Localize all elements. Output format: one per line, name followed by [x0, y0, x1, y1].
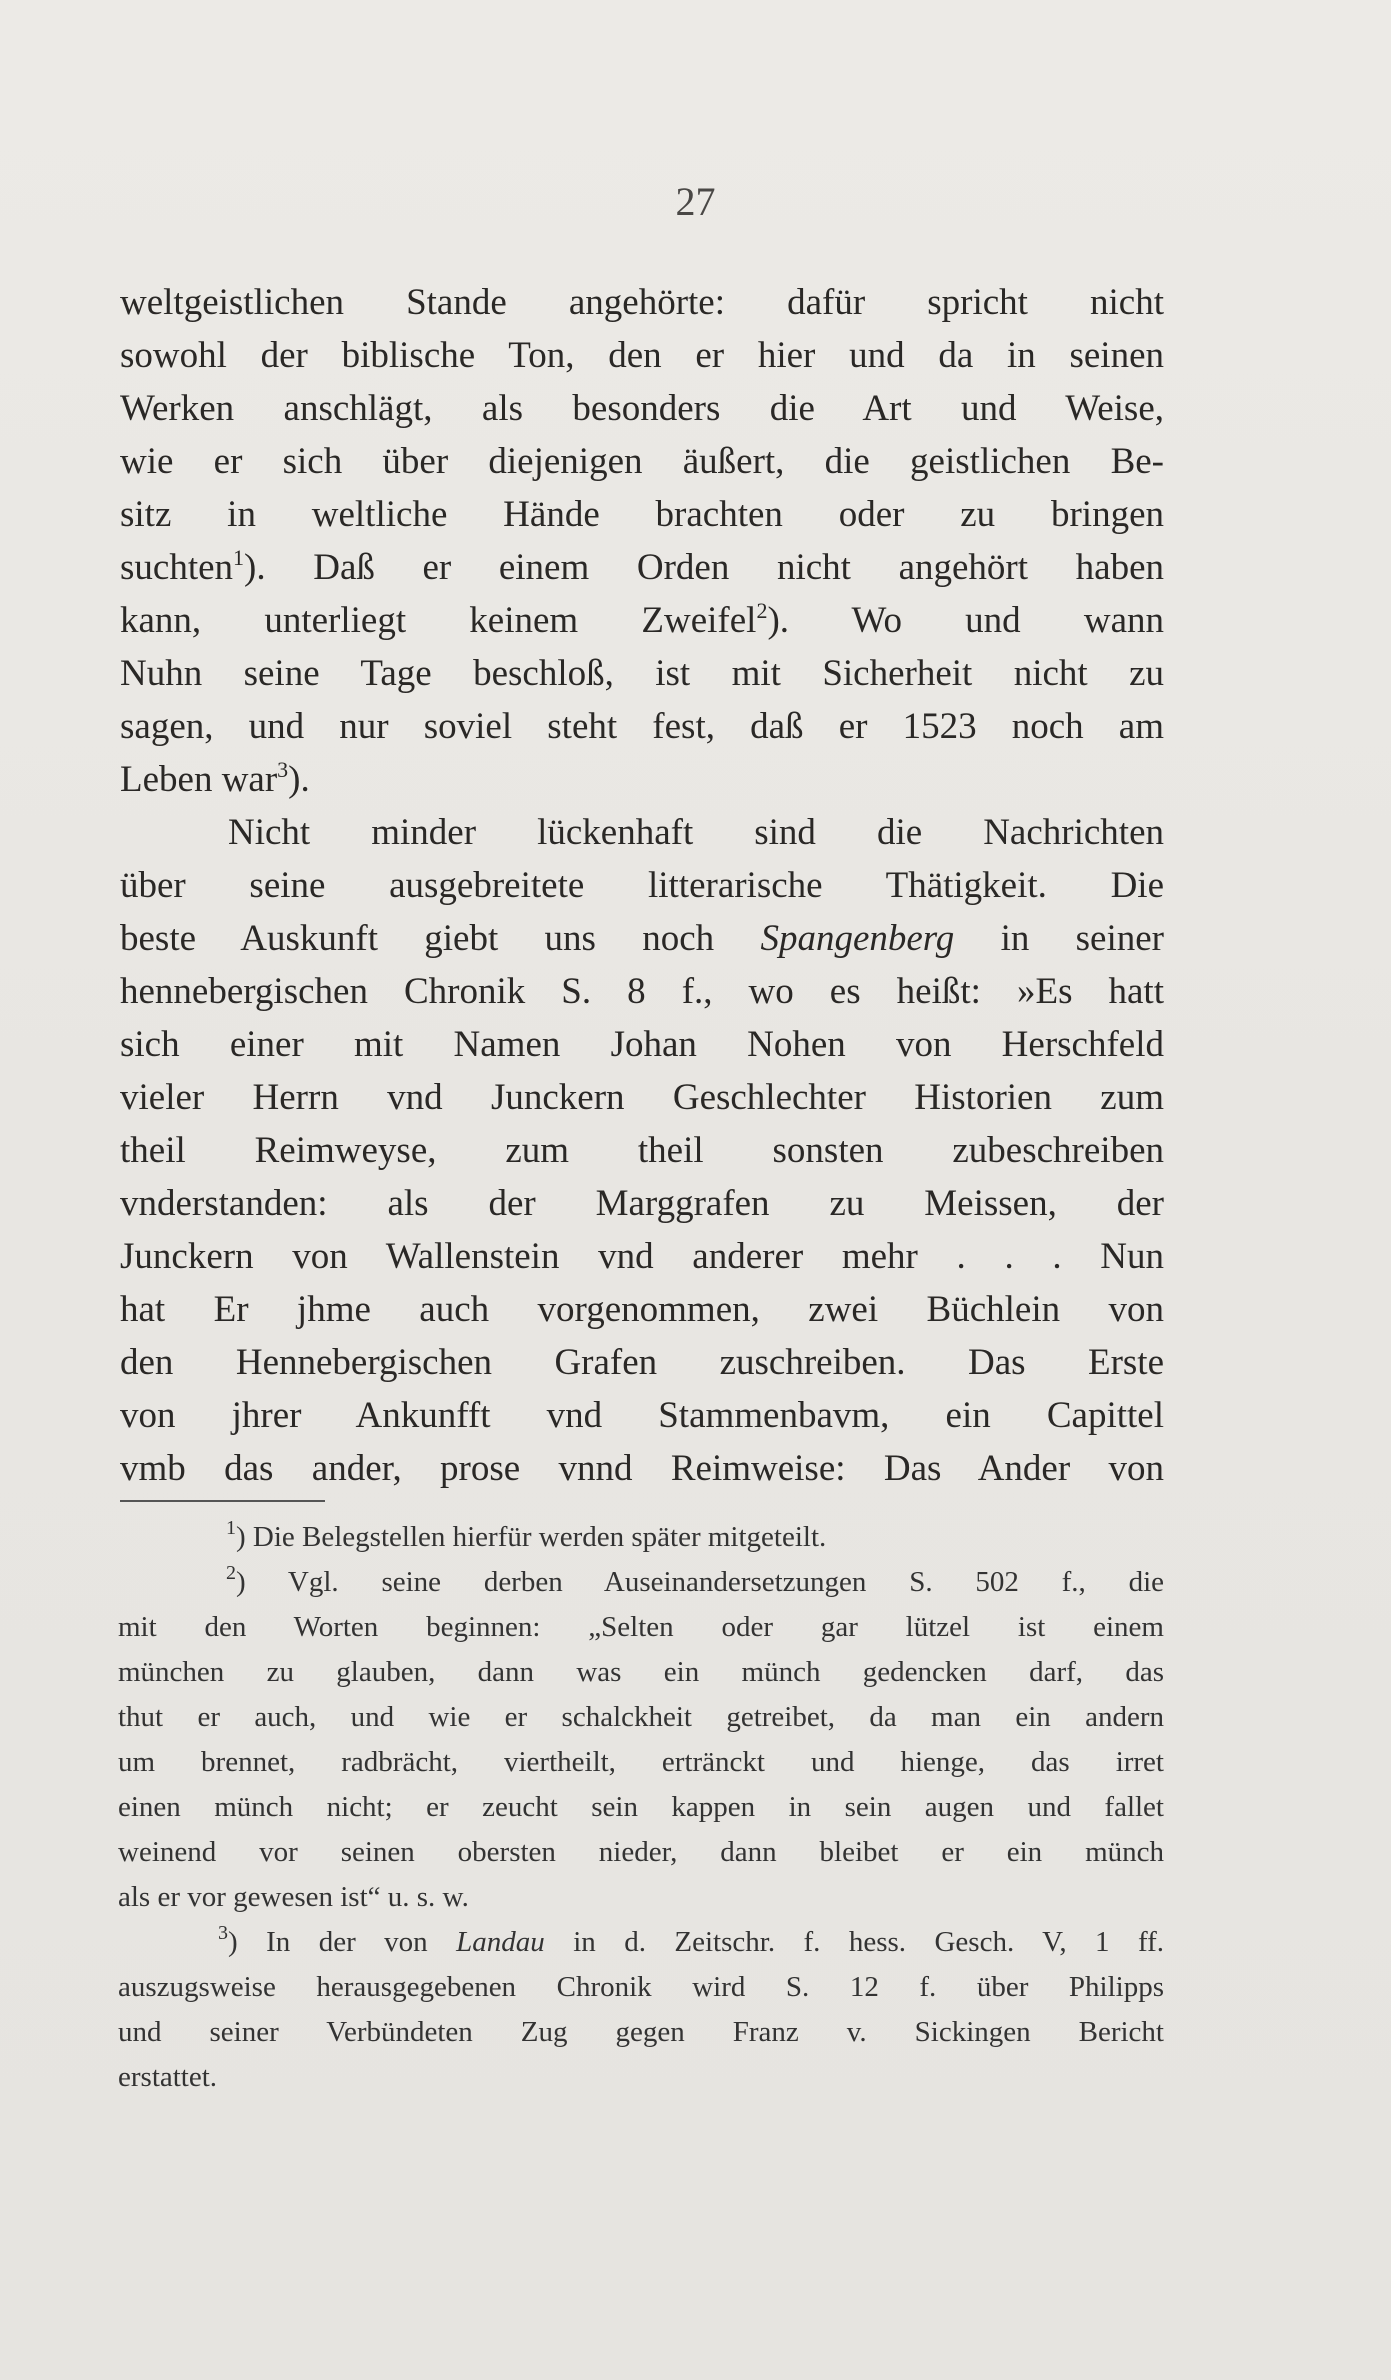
text-line: [120, 912, 1164, 965]
text-run: ).: [288, 759, 310, 800]
footnote-line: erstattet.: [118, 2061, 218, 2093]
text-line: sich einer mit Namen Johan Nohen von Herschfeld: [120, 1024, 1164, 1065]
footnote-line: thut er auch, und wie er schalckheit getreibet, da man ein andern: [118, 1701, 1164, 1733]
footnote-line: und seiner Verbündeten Zug gegen Franz v. Sickingen Bericht: [118, 2016, 1164, 2048]
paragraph-2: [120, 806, 1164, 1495]
text-run: ). Daß er einem Orden nicht angehört haben: [244, 547, 1164, 588]
text-line: Junckern von Wallenstein vnd anderer mehr . . . Nun: [120, 1236, 1164, 1277]
footnote-ref-3: 3: [277, 757, 289, 782]
text-line: über seine ausgebreitete litterarische Thätigkeit. Die: [120, 865, 1164, 906]
text-line: [120, 753, 1164, 806]
text-line: Nicht minder lückenhaft sind die Nachrichten: [228, 812, 1164, 853]
footnote-mark: 1: [226, 1517, 236, 1539]
footnote-3: [118, 1920, 1164, 1965]
text-line: Werken anschlägt, als besonders die Art und Weise,: [120, 388, 1164, 429]
text-line: vmb das ander, prose vnnd Reimweise: Das Ander von: [120, 1448, 1164, 1489]
text-run: beste Auskunft giebt uns noch: [120, 918, 761, 959]
text-line: hat Er jhme auch vorgenommen, zwei Büchlein von: [120, 1289, 1164, 1330]
page-number: 27: [675, 179, 716, 224]
text-line: sagen, und nur soviel steht fest, daß er 1523 noch am: [120, 706, 1164, 747]
text-run: Leben war: [120, 759, 278, 800]
footnote-text: ) In der von: [228, 1926, 457, 1958]
footnote-divider: [120, 1500, 325, 1502]
footnote-text: in d. Zeitschr. f. hess. Gesch. V, 1 ff.: [544, 1926, 1165, 1958]
footnote-line: weinend vor seinen obersten nieder, dann bleibet er ein münch: [118, 1836, 1164, 1868]
text-run: kann, unterliegt keinem Zweifel: [120, 600, 757, 641]
text-run: suchten: [120, 547, 234, 588]
author-name-landau: Landau: [456, 1926, 545, 1958]
text-line: hennebergischen Chronik S. 8 f., wo es heißt: »Es hatt: [120, 971, 1164, 1012]
footnote-2: [118, 1560, 1164, 1605]
text-line: den Hennebergischen Grafen zuschreiben. Das Erste: [120, 1342, 1164, 1383]
text-line: weltgeistlichen Stande angehörte: dafür spricht nicht: [120, 282, 1164, 323]
footnote-line: einen münch nicht; er zeucht sein kappen in sein augen und fallet: [118, 1791, 1164, 1823]
footnote-text: ) Die Belegstellen hierfür werden später mitgeteilt.: [236, 1521, 827, 1553]
text-line: theil Reimweyse, zum theil sonsten zubeschreiben: [120, 1130, 1164, 1171]
footnote-line: münchen zu glauben, dann was ein münch gedencken darf, das: [118, 1656, 1164, 1688]
footnote-text: ) Vgl. seine derben Auseinandersetzungen S. 502 f., die: [236, 1566, 1164, 1598]
text-run: ). Wo und wann: [767, 600, 1164, 641]
text-line: vieler Herrn vnd Junckern Geschlechter Historien zum: [120, 1077, 1164, 1118]
footnote-line: um brennet, radbrächt, viertheilt, ertränckt und hienge, das irret: [118, 1746, 1164, 1778]
main-text: [120, 276, 1164, 1495]
author-name-spangenberg: Spangenberg: [760, 918, 955, 959]
footnote-line: auszugsweise herausgegebenen Chronik wird S. 12 f. über Philipps: [118, 1971, 1164, 2003]
paragraph-1: [120, 276, 1164, 806]
text-line: wie er sich über diejenigen äußert, die geistlichen Be-: [120, 441, 1164, 482]
text-line: Nuhn seine Tage beschloß, ist mit Sicherheit nicht zu: [120, 653, 1164, 694]
footnote-mark: 3: [218, 1922, 228, 1944]
footnote-mark: 2: [226, 1562, 236, 1584]
text-line: [120, 594, 1164, 647]
footnote-line: als er vor gewesen ist“ u. s. w.: [118, 1881, 469, 1913]
text-line: sowohl der biblische Ton, den er hier und da in seinen: [120, 335, 1164, 376]
text-line: vnderstanden: als der Marggrafen zu Meissen, der: [120, 1183, 1164, 1224]
text-line: sitz in weltliche Hände brachten oder zu bringen: [120, 494, 1164, 535]
footnote-ref-2: 2: [756, 598, 768, 623]
footnote-ref-1: 1: [233, 545, 245, 570]
text-run: in seiner: [954, 918, 1165, 959]
footnote-line: mit den Worten beginnen: „Selten oder gar lützel ist einem: [118, 1611, 1164, 1643]
text-line: [120, 541, 1164, 594]
footnote-1: [118, 1515, 1164, 1560]
text-line: von jhrer Ankunfft vnd Stammenbavm, ein Capittel: [120, 1395, 1164, 1436]
footnotes: [118, 1515, 1164, 2100]
